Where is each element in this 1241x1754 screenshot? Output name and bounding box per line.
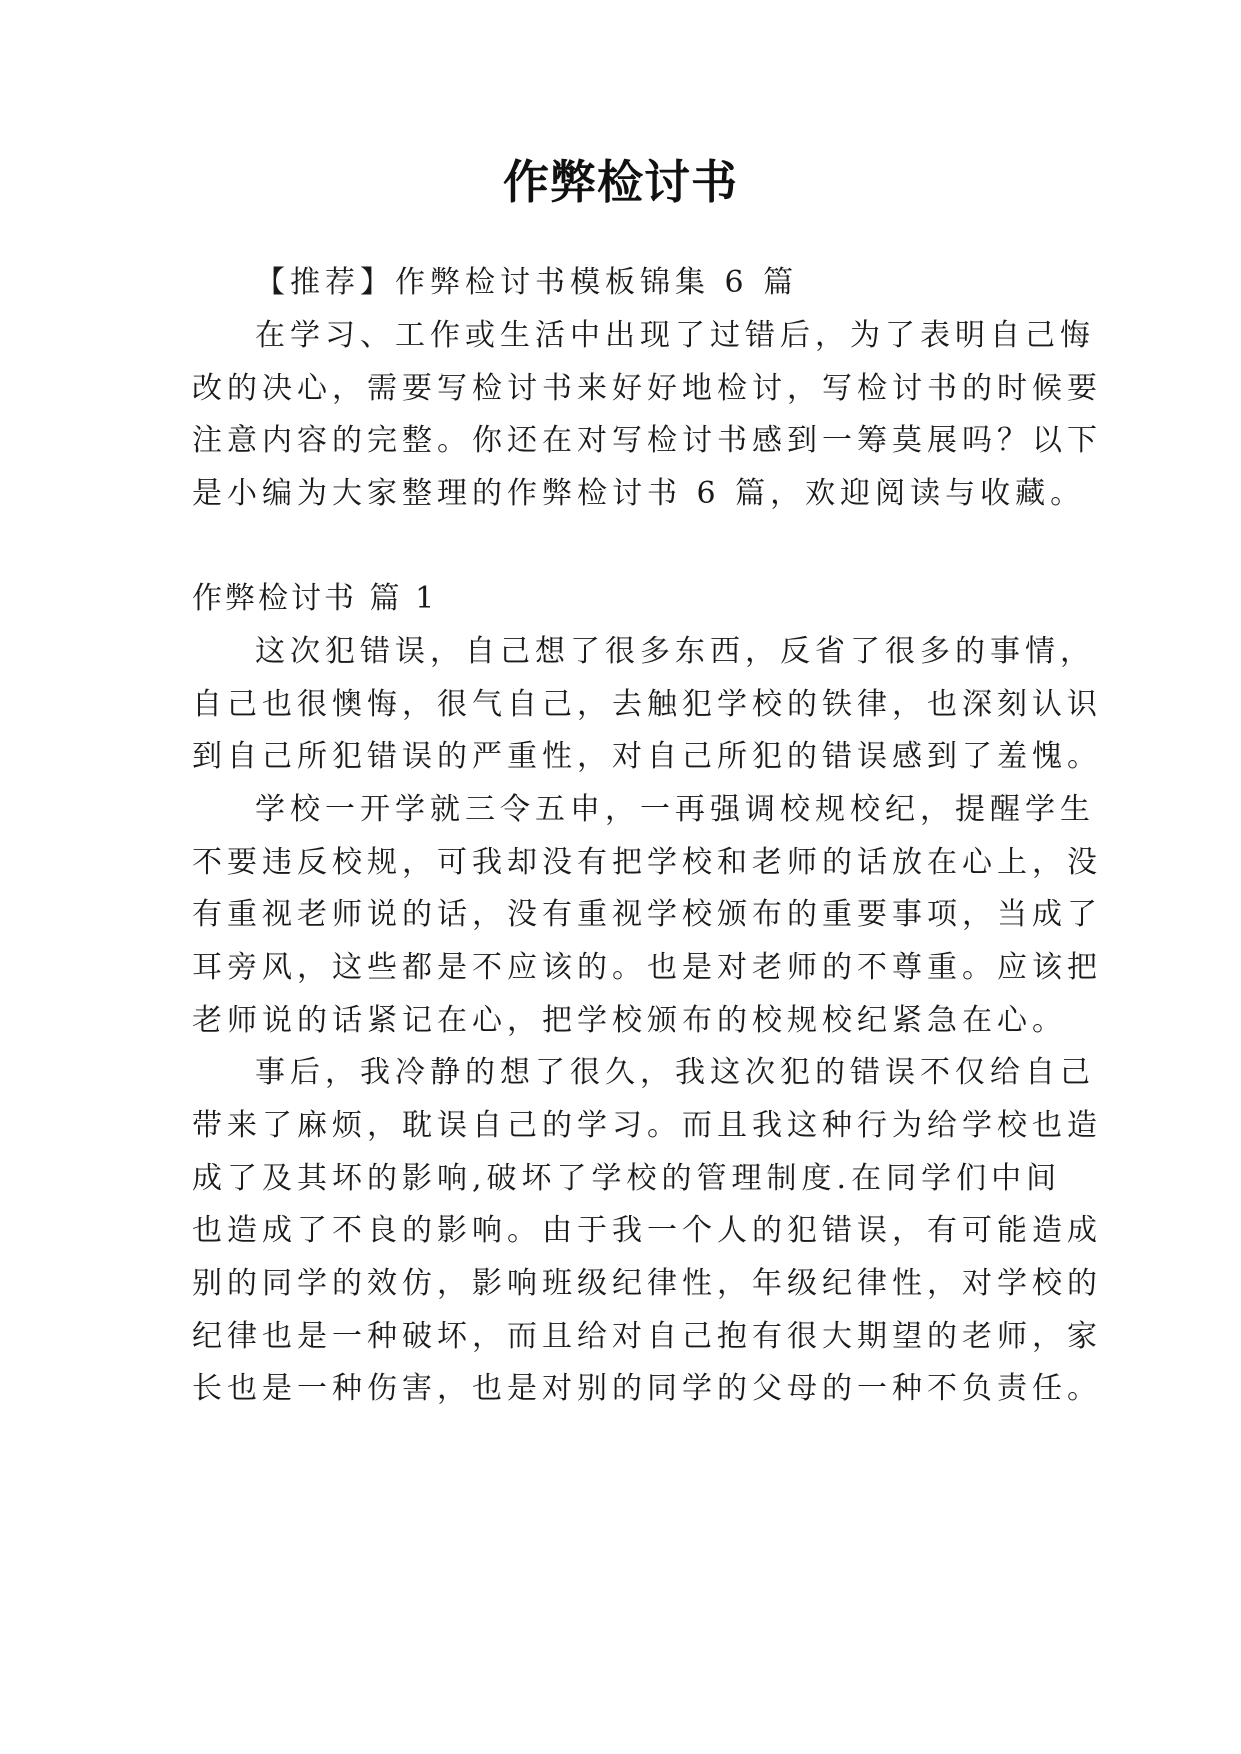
paragraph-line: 改的决心，需要写检讨书来好好地检讨，写检讨书的时候要 [192, 371, 1102, 406]
recommend-line: 【推荐】作弊检讨书模板锦集 6 篇 [255, 265, 799, 300]
section-heading: 作弊检讨书 篇 1 [192, 581, 438, 616]
paragraph-line: 也造成了不良的影响。由于我一个人的犯错误，有可能造成 [192, 1213, 1102, 1248]
paragraph-line: 成了及其坏的影响,破坏了学校的管理制度.在同学们中间 [192, 1161, 1062, 1196]
paragraph-line: 不要违反校规，可我却没有把学校和老师的话放在心上，没 [192, 845, 1102, 880]
paragraph-line: 到自己所犯错误的严重性，对自己所犯的错误感到了羞愧。 [192, 739, 1102, 774]
paragraph-line: 耳旁风，这些都是不应该的。也是对老师的不尊重。应该把 [192, 950, 1102, 985]
paragraph-line: 有重视老师说的话，没有重视学校颁布的重要事项，当成了 [192, 897, 1102, 932]
document-title: 作弊检讨书 [503, 155, 738, 209]
paragraph-line: 老师说的话紧记在心，把学校颁布的校规校纪紧急在心。 [192, 1003, 1067, 1038]
paragraph-line: 这次犯错误，自己想了很多东西，反省了很多的事情， [255, 634, 1095, 669]
paragraph-line: 带来了麻烦，耽误自己的学习。而且我这种行为给学校也造 [192, 1108, 1102, 1143]
paragraph-line: 别的同学的效仿，影响班级纪律性，年级纪律性，对学校的 [192, 1266, 1102, 1301]
paragraph-line: 在学习、工作或生活中出现了过错后，为了表明自己悔 [255, 318, 1095, 353]
paragraph-line: 纪律也是一种破坏，而且给对自己抱有很大期望的老师，家 [192, 1319, 1102, 1354]
paragraph-line: 长也是一种伤害，也是对别的同学的父母的一种不负责任。 [192, 1371, 1102, 1406]
paragraph-line: 是小编为大家整理的作弊检讨书 6 篇，欢迎阅读与收藏。 [192, 476, 1086, 511]
paragraph-line: 学校一开学就三令五申，一再强调校规校纪，提醒学生 [255, 792, 1095, 827]
paragraph-line: 自己也很懊悔，很气自己，去触犯学校的铁律，也深刻认识 [192, 687, 1102, 722]
paragraph-line: 注意内容的完整。你还在对写检讨书感到一筹莫展吗？以下 [192, 423, 1102, 458]
paragraph-line: 事后，我冷静的想了很久，我这次犯的错误不仅给自己 [255, 1055, 1095, 1090]
